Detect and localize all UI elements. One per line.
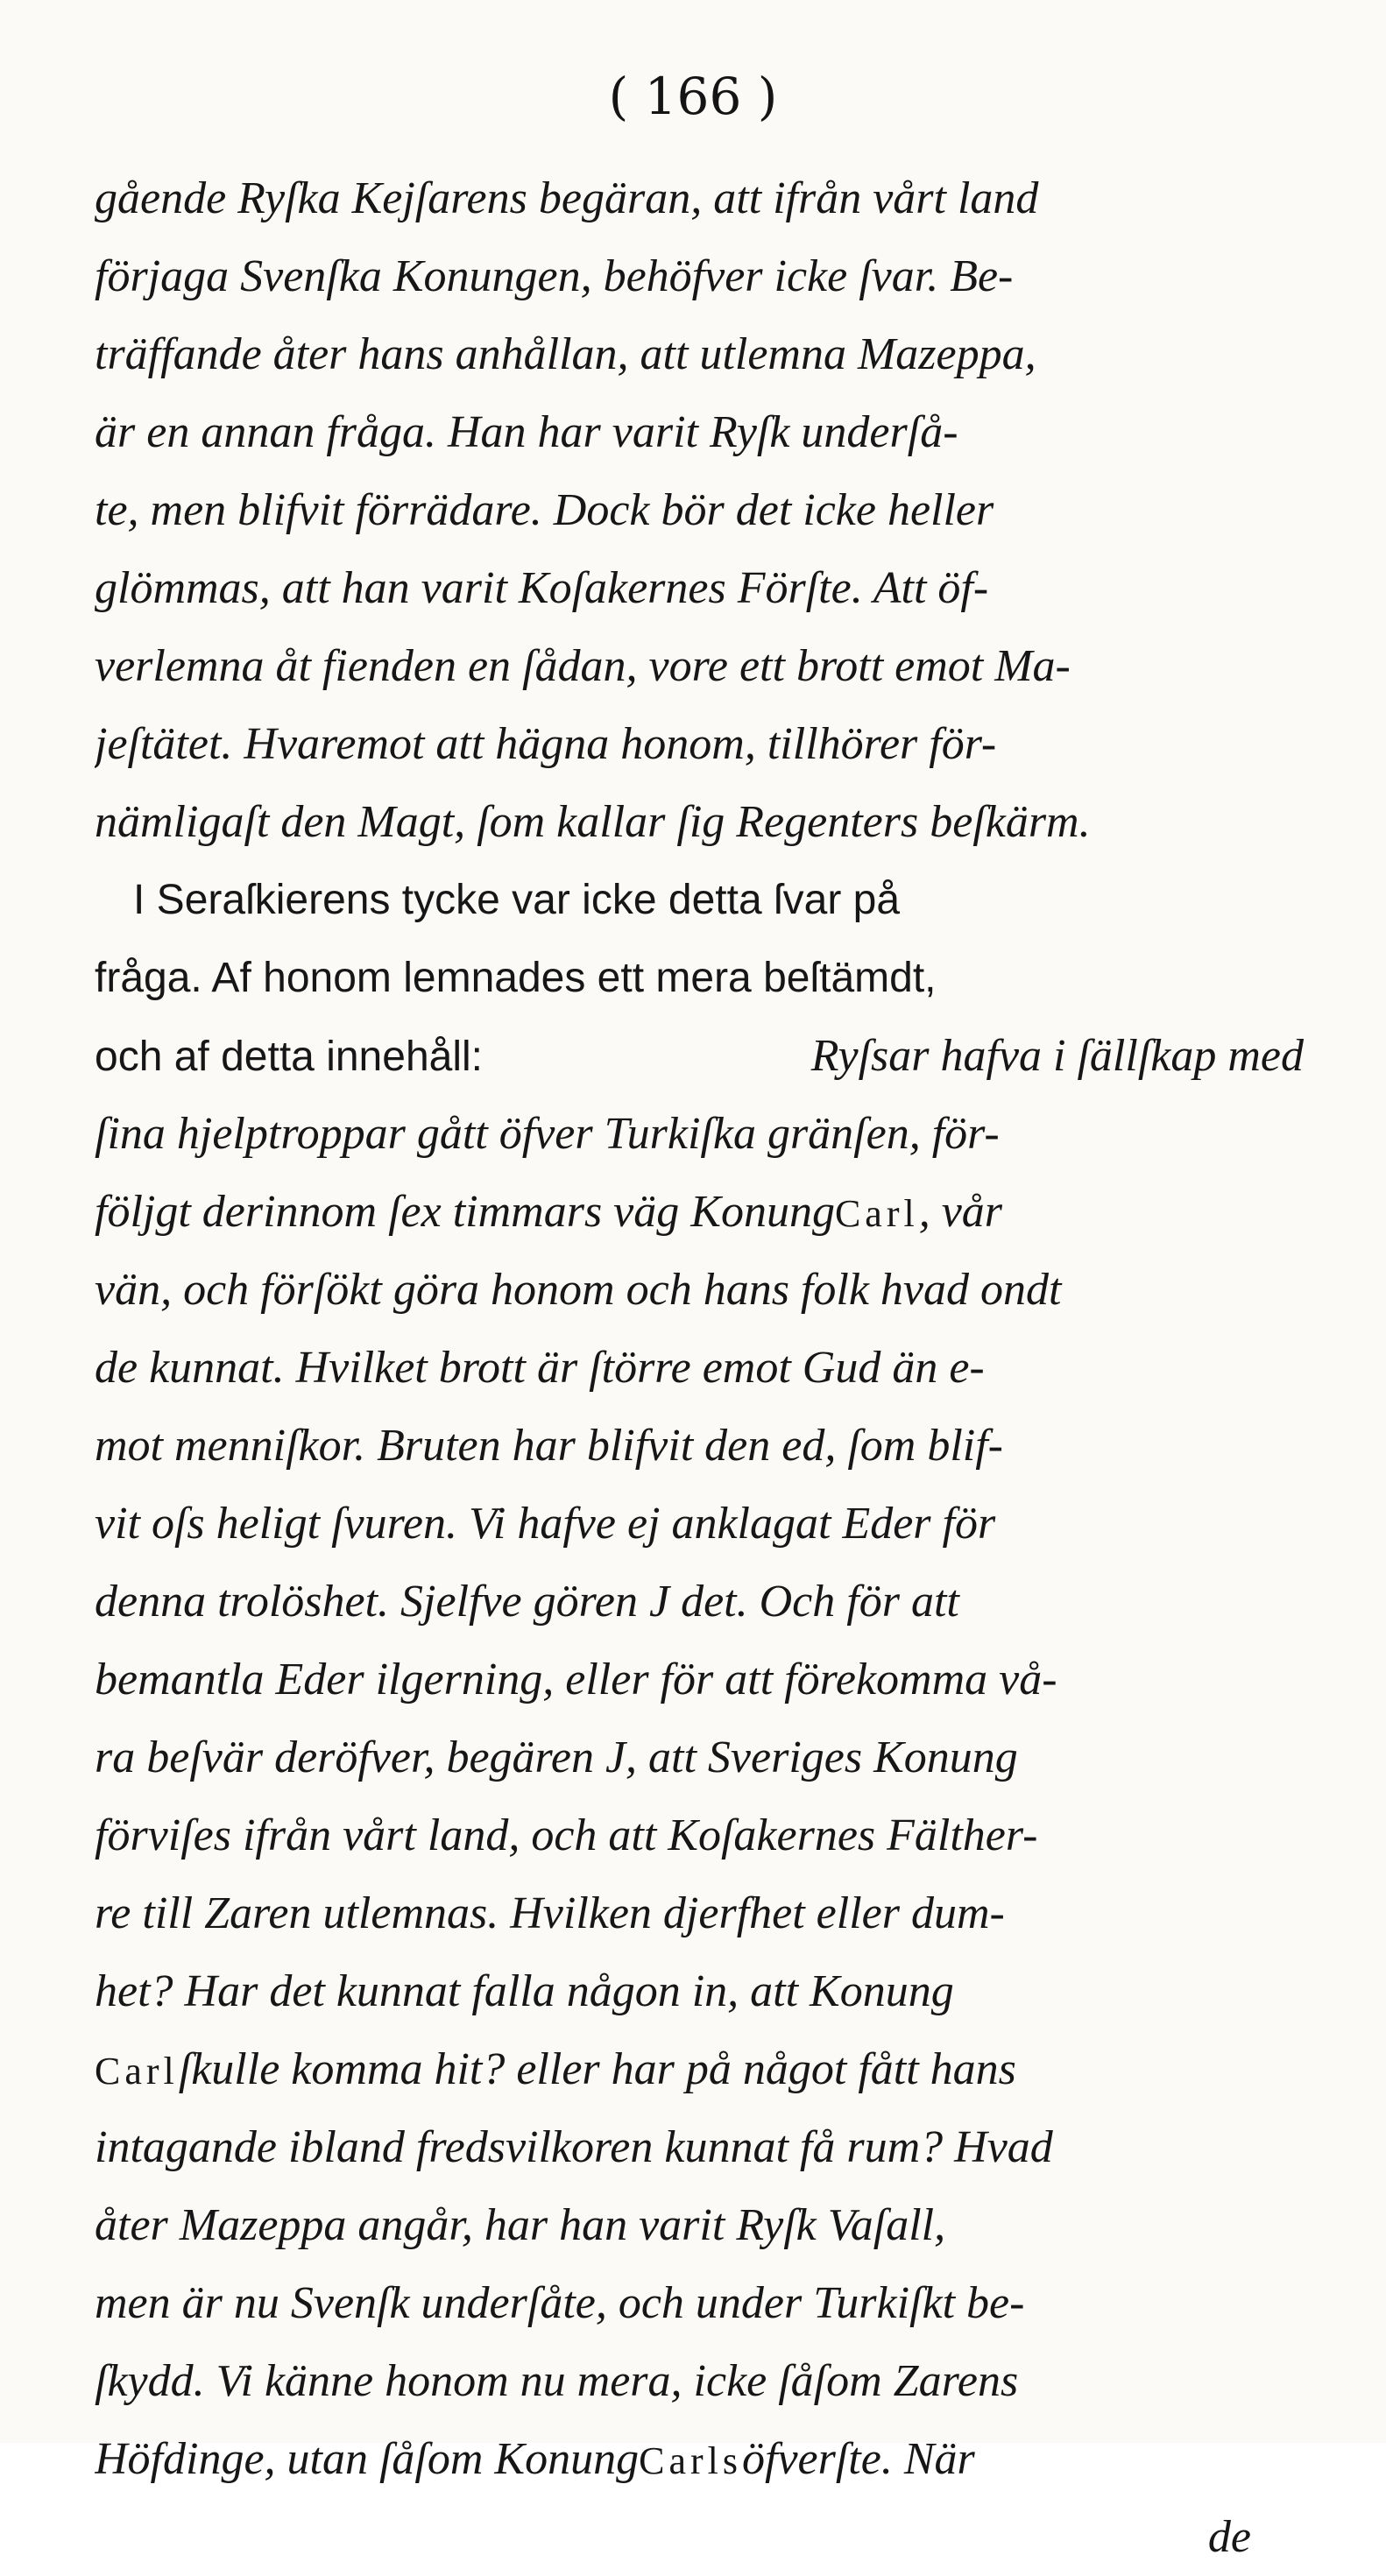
line-text: Carl bbox=[834, 1192, 919, 1235]
line-text: gående Ryſka Kejſarens begäran, att ifrån vårt land bbox=[95, 173, 1039, 223]
text-line bbox=[95, 237, 1304, 315]
text-line bbox=[95, 1485, 1304, 1563]
text-line bbox=[95, 2342, 1304, 2420]
line-text: träffande åter hans anhållan, att utlemna Mazeppa, bbox=[95, 329, 1036, 379]
line-text: ſkydd. Vi känne honom nu mera, icke ſåſom Zarens bbox=[95, 2356, 1019, 2406]
catchword-text: de bbox=[1207, 2512, 1251, 2562]
line-text: ra beſvär deröfver, begären J, att Sveriges Konung bbox=[95, 1733, 1018, 1782]
line-text: bemantla Eder ilgerning, eller för att förekomma vå- bbox=[95, 1655, 1057, 1704]
line-text: vit oſs heligt ſvuren. Vi hafve ej anklagat Eder för bbox=[95, 1499, 996, 1549]
text-line bbox=[95, 1641, 1304, 1719]
line-text: glömmas, att han varit Koſakernes Förſte. Att öf- bbox=[95, 563, 989, 613]
text-line bbox=[95, 1563, 1304, 1641]
line-text: ſina hjelptroppar gått öfver Turkiſka gränſen, för- bbox=[95, 1109, 1000, 1159]
text-line bbox=[95, 861, 1304, 939]
text-line bbox=[95, 549, 1304, 627]
line-text: Carls bbox=[639, 2439, 742, 2482]
text-line bbox=[95, 939, 1304, 1017]
text-line bbox=[95, 705, 1304, 783]
line-text: het? Har det kunnat falla någon in, att Konung bbox=[95, 1966, 954, 2016]
text-line bbox=[95, 1173, 1304, 1251]
text-line bbox=[95, 315, 1304, 393]
text-line bbox=[95, 1874, 1304, 1952]
text-line bbox=[95, 1251, 1304, 1329]
line-text: I Seraſkierens tycke var icke detta ſvar på bbox=[133, 877, 901, 923]
text-line bbox=[95, 2108, 1304, 2186]
text-line bbox=[95, 471, 1304, 549]
line-text: de kunnat. Hvilket brott är ſtörre emot Gud än e- bbox=[95, 1343, 985, 1393]
text-line bbox=[95, 1329, 1304, 1407]
line-text: öfverſte. När bbox=[742, 2434, 975, 2484]
line-text: men är nu Svenſk underſåte, och under Turkiſkt be- bbox=[95, 2278, 1025, 2328]
line-text: re till Zaren utlemnas. Hvilken djerfhet eller dum- bbox=[95, 1888, 1005, 1938]
line-text: åter Mazeppa angår, har han varit Ryſk Vaſall, bbox=[95, 2200, 946, 2250]
text-line bbox=[95, 1407, 1304, 1485]
line-text: denna trolöshet. Sjelfve gören J det. Och för att bbox=[95, 1577, 959, 1627]
line-text: vän, och förſökt göra honom och hans folk hvad ondt bbox=[95, 1265, 1062, 1315]
text-line bbox=[95, 393, 1304, 471]
line-text: , vår bbox=[918, 1187, 1003, 1237]
line-text: ſkulle komma hit? eller har på något fått hans bbox=[178, 2044, 1016, 2094]
line-text: intagande ibland fredsvilkoren kunnat få rum? Hvad bbox=[95, 2122, 1053, 2172]
text-line bbox=[95, 627, 1304, 705]
text-line bbox=[95, 2030, 1304, 2108]
line-text: Carl bbox=[95, 2050, 179, 2093]
text-line bbox=[95, 2186, 1304, 2264]
line-text: är en annan fråga. Han har varit Ryſk underſå- bbox=[95, 407, 958, 457]
text-line bbox=[95, 2420, 1304, 2498]
line-text: förjaga Svenſka Konungen, behöfver icke ſvar. Be- bbox=[95, 251, 1014, 301]
catchword bbox=[95, 2498, 1304, 2576]
line-text: nämligaſt den Magt, ſom kallar ſig Regenters beſkärm. bbox=[95, 797, 1091, 847]
line-text: följgt derinnom ſex timmars väg Konung bbox=[95, 1187, 835, 1237]
text-line bbox=[95, 1719, 1304, 1796]
line-text: verlemna åt fienden en ſådan, vore ett brott emot Ma- bbox=[95, 641, 1071, 691]
text-line bbox=[95, 1017, 1304, 1095]
text-line bbox=[95, 1796, 1304, 1874]
line-text: Höfdinge, utan ſåſom Konung bbox=[95, 2434, 640, 2484]
line-text: jeſtätet. Hvaremot att hägna honom, tillhörer för- bbox=[95, 719, 997, 769]
line-text: mot menniſkor. Bruten har blifvit den ed, ſom blif- bbox=[95, 1421, 1003, 1471]
line-text: te, men blifvit förrädare. Dock bör det icke heller bbox=[95, 485, 994, 535]
line-text: förviſes ifrån vårt land, och att Koſakernes Fälther- bbox=[95, 1810, 1038, 1860]
body-text bbox=[95, 159, 1304, 2576]
text-line bbox=[95, 159, 1304, 237]
text-line bbox=[95, 1095, 1304, 1173]
text-line bbox=[95, 2264, 1304, 2342]
line-text: Ryſsar hafva i ſällſkap med bbox=[810, 1031, 1304, 1081]
line-text: och af detta innehåll: bbox=[95, 1034, 483, 1080]
text-line bbox=[95, 783, 1304, 861]
page-number: ( 166 ) bbox=[608, 67, 778, 126]
line-text: fråga. Af honom lemnades ett mera beſtämdt, bbox=[95, 955, 937, 1001]
text-line bbox=[95, 1952, 1304, 2030]
